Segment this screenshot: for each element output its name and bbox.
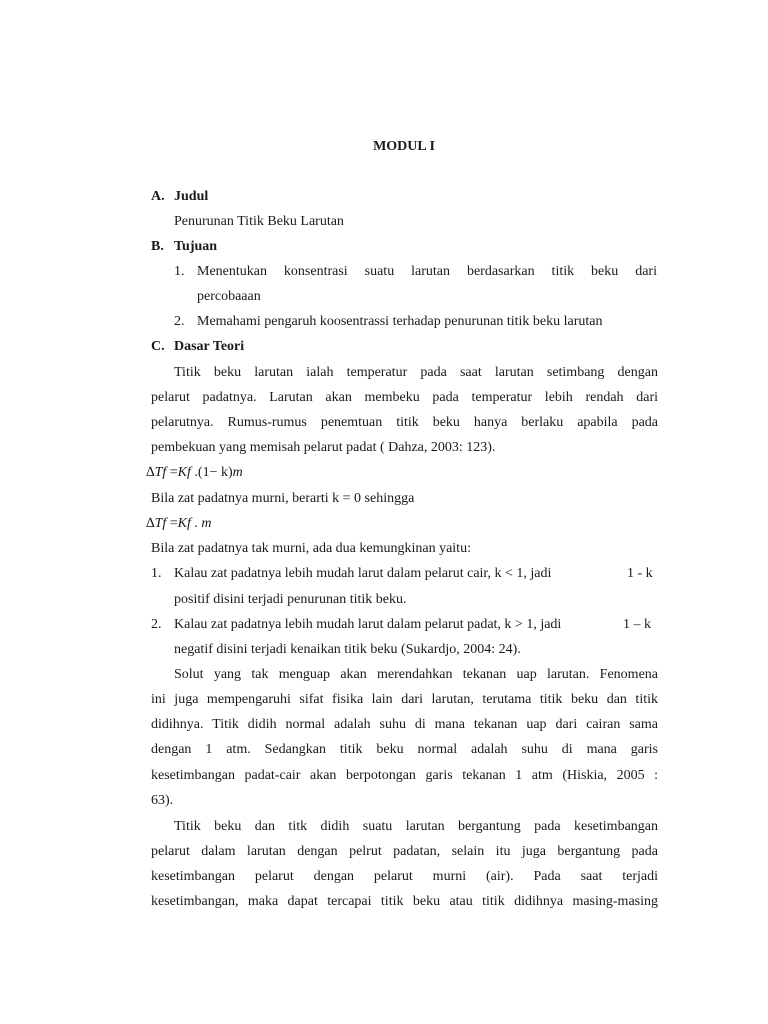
section-a-text: Penurunan Titik Beku Larutan xyxy=(174,214,344,229)
section-c-letter: C. xyxy=(151,339,165,354)
case-1-line1: Kalau zat padatnya lebih mudah larut dalam pelarut cair, k < 1, jadi xyxy=(174,566,552,581)
formula-freezing-point-pure xyxy=(146,515,212,533)
formula1-lhs: Tf xyxy=(154,465,167,480)
para2-line2: ini juga mempengaruhi sifat fisika lain dari larutan, terutama titik beku dan titik xyxy=(151,692,658,707)
para3-line2: pelarut dalam larutan dengan pelrut padatan, selain itu juga bergantung pada xyxy=(151,844,658,859)
case-1-line2: positif disini terjadi penurunan titik beku. xyxy=(174,592,407,607)
formula2-delta: ∆ xyxy=(146,516,155,531)
para1-line1: Titik beku larutan ialah temperatur pada saat larutan setimbang dengan xyxy=(174,365,658,380)
formula2-lhs: Tf xyxy=(154,516,167,531)
para2-line6: 63). xyxy=(151,793,174,808)
para2-line1: Solut yang tak menguap akan merendahkan tekanan uap larutan. Fenomena xyxy=(174,667,658,682)
formula1-rhs: Kf xyxy=(177,465,191,480)
para3-line3: kesetimbangan pelarut dengan pelarut murni (air). Pada saat terjadi xyxy=(151,869,658,884)
para3-line1: Titik beku dan titk didih suatu larutan bergantung pada kesetimbangan xyxy=(174,819,658,834)
case-1-number: 1. xyxy=(151,566,162,581)
para1-line4: pembekuan yang memisah pelarut padat ( Dahza, 2003: 123). xyxy=(151,440,496,455)
formula1-dot: . xyxy=(194,465,198,480)
formula1-delta: ∆ xyxy=(146,465,155,480)
tujuan-1-line1: Menentukan konsentrasi suatu larutan berdasarkan titik beku dari xyxy=(197,264,657,279)
formula1-paren: (1− k) xyxy=(197,465,233,480)
section-b-heading: Tujuan xyxy=(174,239,218,254)
section-b-letter: B. xyxy=(151,239,164,254)
section-a-heading: Judul xyxy=(174,189,209,204)
tujuan-2-number: 2. xyxy=(174,314,185,329)
case-2-line2: negatif disini terjadi kenaikan titik beku (Sukardjo, 2004: 24). xyxy=(174,642,521,657)
section-a-letter: A. xyxy=(151,189,165,204)
case-2-line1: Kalau zat padatnya lebih mudah larut dalam pelarut padat, k > 1, jadi xyxy=(174,617,562,632)
tujuan-2-line1: Memahami pengaruh koosentrassi terhadap penurunan titik beku larutan xyxy=(197,314,603,329)
tak-murni-line: Bila zat padatnya tak murni, ada dua kemungkinan yaitu: xyxy=(151,541,471,556)
page-title: MODUL I xyxy=(373,139,435,154)
formula1-m: m xyxy=(232,465,243,480)
section-c-heading: Dasar Teori xyxy=(174,339,245,354)
murni-line: Bila zat padatnya murni, berarti k = 0 sehingga xyxy=(151,491,415,506)
formula2-dot: . xyxy=(194,516,198,531)
para2-line3: didihnya. Titik didih normal adalah suhu di mana tekanan uap dari cairan sama xyxy=(151,717,658,732)
formula-freezing-point-impure xyxy=(146,464,243,482)
para2-line5: kesetimbangan padat-cair akan berpotongan garis tekanan 1 atm (Hiskia, 2005 : xyxy=(151,768,658,783)
para1-line3: pelarutnya. Rumus-rumus penemtuan titik beku hanya berlaku apabila pada xyxy=(151,415,658,430)
formula2-m: m xyxy=(201,516,212,531)
para2-line4: dengan 1 atm. Sedangkan titik beku normal adalah suhu di mana garis xyxy=(151,742,658,757)
formula1-eq: = xyxy=(169,465,178,480)
case-2-result: 1 – k xyxy=(623,617,651,632)
tujuan-1-line2: percobaaan xyxy=(197,289,261,304)
formula2-eq: = xyxy=(169,516,178,531)
case-2-number: 2. xyxy=(151,617,162,632)
para3-line4: kesetimbangan, maka dapat tercapai titik beku atau titik didihnya masing-masing xyxy=(151,894,658,909)
tujuan-1-number: 1. xyxy=(174,264,185,279)
para1-line2: pelarut padatnya. Larutan akan membeku pada temperatur lebih rendah dari xyxy=(151,390,658,405)
formula2-rhs: Kf xyxy=(177,516,191,531)
case-1-result: 1 - k xyxy=(627,566,653,581)
